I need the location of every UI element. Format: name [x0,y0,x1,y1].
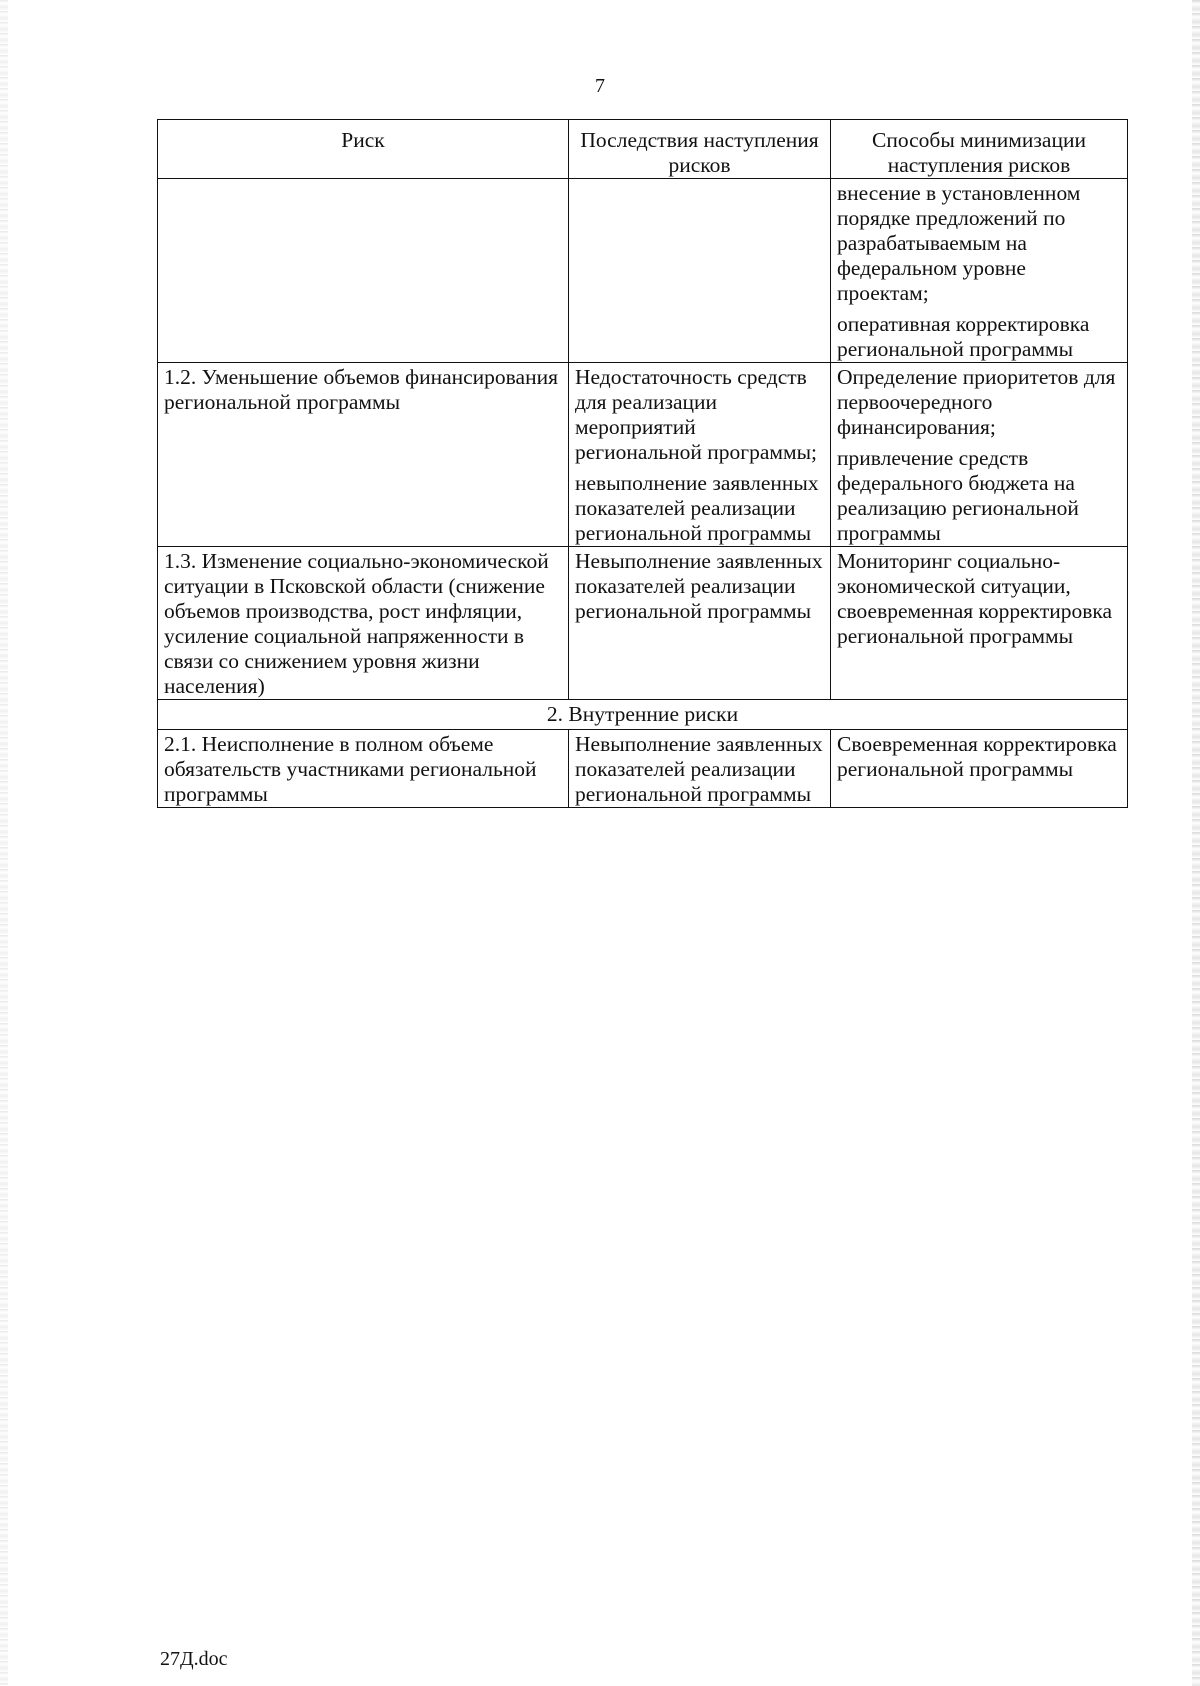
table-row [158,363,1128,547]
header-risk: Риск [158,120,569,179]
risk-cell [158,179,569,363]
risk-table [157,119,1128,808]
mitigation-cell [831,547,1128,700]
consequence-item: Недостаточность средств для реализации мероприятий региональной программы; [575,365,818,464]
section-heading: 2. Внутренние риски [158,700,1128,730]
risk-cell: 1.2. Уменьшение объемов финансирования региональной программы [158,363,569,547]
mitigation-item: внесение в установленном порядке предложений по разрабатываемым на федеральном уровне проектам; [837,181,1081,305]
mitigation-cell [831,179,1128,363]
mitigation-item: привлечение средств федерального бюджета на реализацию региональной программы [837,446,1079,545]
scan-edge-right [1192,0,1200,1686]
risk-cell: 2.1. Неисполнение в полном объеме обязательств участниками региональной программы [158,730,569,808]
table-row [158,547,1128,700]
page-number: 7 [595,75,605,97]
footer-filename: 27Д.doc [160,1648,228,1670]
mitigation-cell [831,730,1128,808]
consequences-cell [569,363,831,547]
mitigation-item: Своевременная корректировка региональной программы [837,732,1117,781]
mitigation-item: Мониторинг социально-экономической ситуации, своевременная корректировка региональной программы [837,549,1113,648]
header-consequences: Последствия наступления рисков [569,120,831,179]
consequences-cell [569,179,831,363]
consequences-cell [569,547,831,700]
section-row [158,700,1128,730]
consequence-item: Невыполнение заявленных показателей реализации региональной программы [575,732,823,806]
mitigation-item: Определение приоритетов для первоочередного финансирования; [837,365,1116,439]
scan-edge-left [0,0,8,1686]
header-mitigation: Способы минимизации наступления рисков [831,120,1128,179]
consequence-item: невыполнение заявленных показателей реализации региональной программы [575,471,819,545]
mitigation-cell [831,363,1128,547]
table-row [158,179,1128,363]
risk-cell: 1.3. Изменение социально-экономической ситуации в Псковской области (снижение объемов производства, рост инфляции, усиление социальной напряженности в связи со снижением уровня жизни населения) [158,547,569,700]
mitigation-item: оперативная корректировка региональной программы [837,312,1090,361]
consequence-item: Невыполнение заявленных показателей реализации региональной программы [575,549,823,623]
consequences-cell [569,730,831,808]
table-row [158,730,1128,808]
table-header-row [158,120,1128,179]
